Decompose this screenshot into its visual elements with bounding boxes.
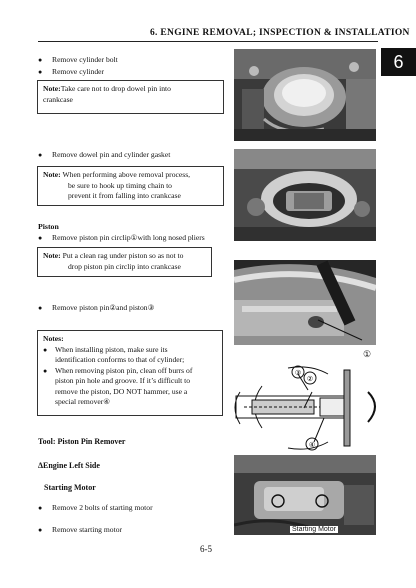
callout-piston: ③ <box>294 369 302 377</box>
note-box-timing-chain: Note: When performing above removal process, be sure to hook up timing chain to prevent it from falling into crankcase <box>37 166 224 206</box>
note-box-clean-rag: Note: Put a clean rag under piston so as not to drop piston pin circlip into crankcase <box>37 247 212 277</box>
chapter-tab: 6 <box>381 48 416 76</box>
bullet-dot: ● <box>38 56 43 64</box>
bullet-dot: ● <box>38 68 43 76</box>
page-header-title: 6. ENGINE REMOVAL; INSPECTION & INSTALLATION <box>150 28 410 38</box>
bullet-remove-piston-pin: ● Remove piston pin②and piston③ <box>38 303 155 312</box>
bullet-dot: ● <box>38 234 43 242</box>
bullet-dot: ● <box>43 366 48 375</box>
callout-special-remover: ④ <box>308 441 316 449</box>
bullet-dot: ● <box>38 526 43 534</box>
section-heading-piston: Piston <box>38 222 59 231</box>
bullet-dot: ● <box>43 345 48 354</box>
bullet-dot: ● <box>38 504 43 512</box>
tool-label: Tool: Piston Pin Remover <box>38 437 126 446</box>
bullet-remove-starting-motor-bolts: ● Remove 2 bolts of starting motor <box>38 503 153 512</box>
bullet-remove-circlip: ● Remove piston pin circlip①with long nosed pliers <box>38 233 205 242</box>
photo-dowel-pin-crankcase <box>234 149 376 241</box>
diagram-piston-pin-remover <box>232 362 382 454</box>
section-heading-starting-motor: Starting Motor <box>44 483 96 492</box>
callout-piston-pin: ② <box>306 375 314 383</box>
page-number: 6-5 <box>200 544 212 554</box>
caption-starting-motor: Starting Motor <box>292 526 336 533</box>
bullet-dot: ● <box>38 151 43 159</box>
photo-cylinder-removal <box>234 49 376 141</box>
bullet-remove-cylinder: ● Remove cylinder <box>38 67 105 76</box>
bullet-remove-dowel-pin: ● Remove dowel pin and cylinder gasket <box>38 150 171 159</box>
bullet-remove-starting-motor: ● Remove starting motor <box>38 525 123 534</box>
callout-circlip: ① <box>363 349 372 359</box>
bullet-dot: ● <box>38 304 43 312</box>
header-rule <box>38 41 378 42</box>
section-heading-engine-left-side: ΔEngine Left Side <box>38 461 100 470</box>
note-box-dowel-pin: Note:Take care not to drop dowel pin into crankcase <box>37 80 224 114</box>
photo-starting-motor <box>234 455 376 535</box>
photo-piston-pin-circlip <box>234 260 376 345</box>
bullet-remove-cylinder-bolt: ● Remove cylinder bolt <box>38 55 118 64</box>
notes-box-installing-piston: Notes: ● When installing piston, make sure its identification conforms to that of cylinder; ● When removing piston pin, clean off burrs of piston pin hole and groove. If it’s difficult to remove the piston, DO NOT hammer, use a special remover④ <box>37 330 223 416</box>
